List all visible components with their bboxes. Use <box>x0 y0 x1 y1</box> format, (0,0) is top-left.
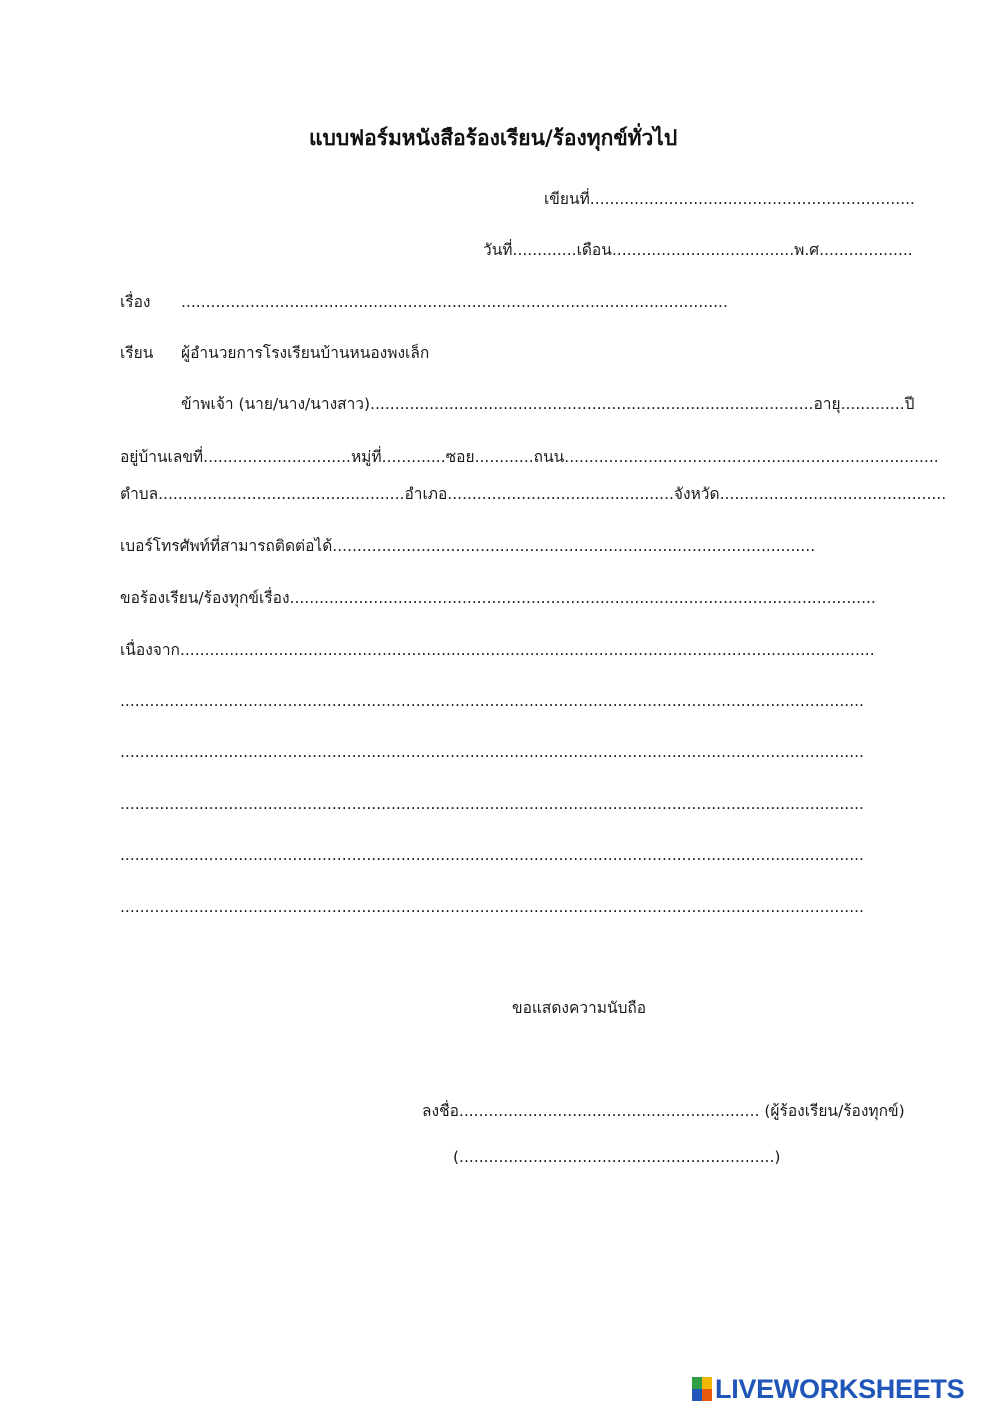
written-at-line: เขียนที่.................................................................. <box>544 190 915 208</box>
name-parentheses: (................................................................) <box>453 1148 781 1166</box>
blank-line: ....................................................................................................................................................... <box>120 846 864 864</box>
district-line: ตำบล..................................................อำเภอ..............................................จังหวัด.............................................. <box>120 485 947 503</box>
address-line: อยู่บ้านเลขที่..............................หมู่ที่.............ซอย............ถนน............................................................................ <box>120 448 939 466</box>
subject-dots: ............................................................................................................... <box>181 293 728 311</box>
blank-line: ....................................................................................................................................................... <box>120 898 864 916</box>
blank-line: ....................................................................................................................................................... <box>120 692 864 710</box>
page-title: แบบฟอร์มหนังสือร้องเรียน/ร้องทุกข์ทั่วไป <box>309 126 678 150</box>
liveworksheets-icon <box>692 1377 712 1401</box>
to-value: ผู้อำนวยการโรงเรียนบ้านหนองพงเล็ก <box>181 344 430 362</box>
to-label: เรียน <box>120 344 154 362</box>
blank-line: ....................................................................................................................................................... <box>120 795 864 813</box>
because-line: เนื่องจาก............................................................................................................................................. <box>120 641 875 659</box>
subject-label: เรื่อง <box>120 293 151 311</box>
signature-line: ลงชื่อ............................................................. (ผู้ร้องเรียน/ร้องทุกข์) <box>422 1102 905 1120</box>
applicant-line: ข้าพเจ้า (นาย/นาง/นางสาว)..........................................................................................อายุ.............ปี <box>181 395 915 413</box>
complaint-line: ขอร้องเรียน/ร้องทุกข์เรื่อง....................................................................................................................... <box>120 589 876 607</box>
liveworksheets-wordmark: LIVEWORKSHEETS <box>715 1373 965 1404</box>
closing-text: ขอแสดงความนับถือ <box>512 999 647 1017</box>
liveworksheets-logo <box>692 1374 964 1404</box>
phone-line: เบอร์โทรศัพท์ที่สามารถติดต่อได้.................................................................................................. <box>120 537 816 555</box>
date-line: วันที่.............เดือน.....................................พ.ศ................... <box>483 241 913 259</box>
blank-line: ....................................................................................................................................................... <box>120 743 864 761</box>
